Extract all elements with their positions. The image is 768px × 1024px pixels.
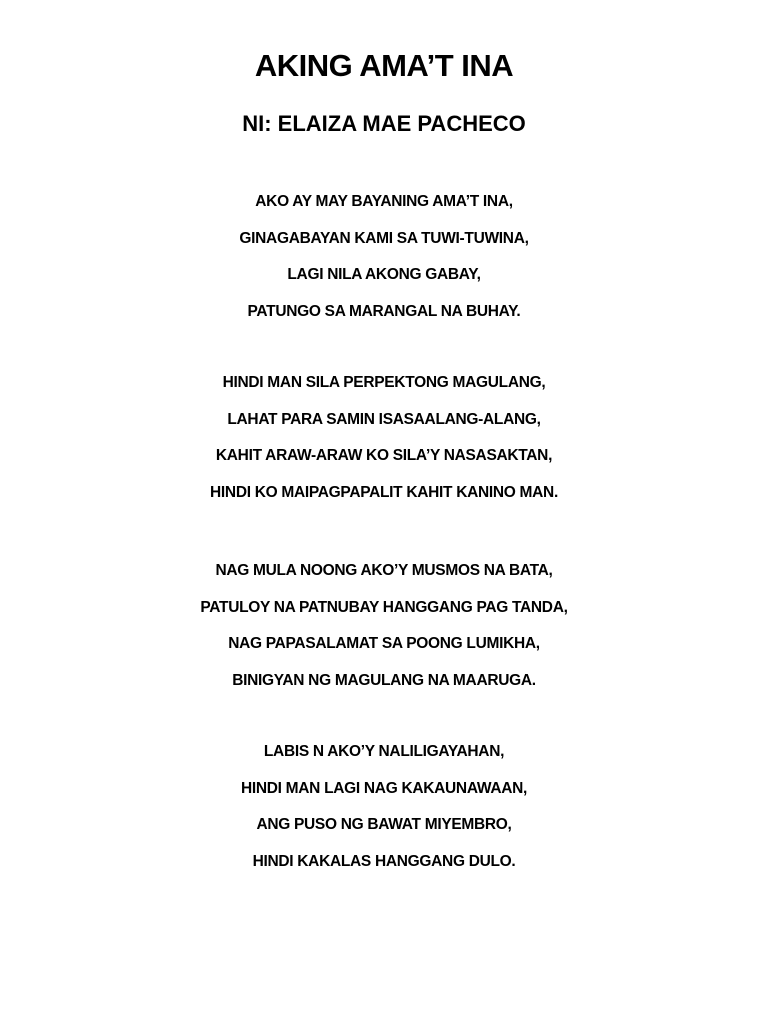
stanza-1 bbox=[0, 184, 768, 330]
poem-line: LAGI NILA AKONG GABAY, bbox=[287, 266, 481, 283]
poem-line: HINDI KO MAIPAGPAPALIT KAHIT KANINO MAN. bbox=[210, 483, 558, 501]
poem-line: PATULOY NA PATNUBAY HANGGANG PAG TANDA, bbox=[200, 598, 568, 616]
poem-line: LAHAT PARA SAMIN ISASAALANG-ALANG, bbox=[227, 410, 541, 428]
poem-line: HINDI KAKALAS HANGGANG DULO. bbox=[252, 852, 516, 870]
poem-line: NAG MULA NOONG AKO’Y MUSMOS NA BATA, bbox=[215, 562, 553, 579]
poem-line: BINIGYAN NG MAGULANG NA MAARUGA. bbox=[232, 671, 536, 689]
poem-line: NAG PAPASALAMAT SA POONG LUMIKHA, bbox=[228, 635, 540, 652]
poem-line: HINDI MAN SILA PERPEKTONG MAGULANG, bbox=[222, 374, 546, 391]
poem-line: PATUNGO SA MARANGAL NA BUHAY. bbox=[247, 302, 521, 320]
poem-line: HINDI MAN LAGI NAG KAKAUNAWAAN, bbox=[240, 779, 528, 797]
stanza-3 bbox=[0, 553, 768, 699]
poem-line: ANG PUSO NG BAWAT MIYEMBRO, bbox=[256, 816, 512, 833]
poem-line: KAHIT ARAW-ARAW KO SILA’Y NASASAKTAN, bbox=[215, 447, 553, 464]
poem-line: AKO AY MAY BAYANING AMA’T INA, bbox=[255, 193, 513, 210]
poem-title: AKING AMA’T INA bbox=[254, 48, 514, 83]
poem-line: LABIS N AKO’Y NALILIGAYAHAN, bbox=[263, 743, 505, 760]
poem-line: GINAGABAYAN KAMI SA TUWI-TUWINA, bbox=[239, 229, 529, 247]
poem-author: NI: ELAIZA MAE PACHECO bbox=[242, 111, 526, 136]
stanza-2 bbox=[0, 365, 768, 511]
stanza-4 bbox=[0, 734, 768, 880]
